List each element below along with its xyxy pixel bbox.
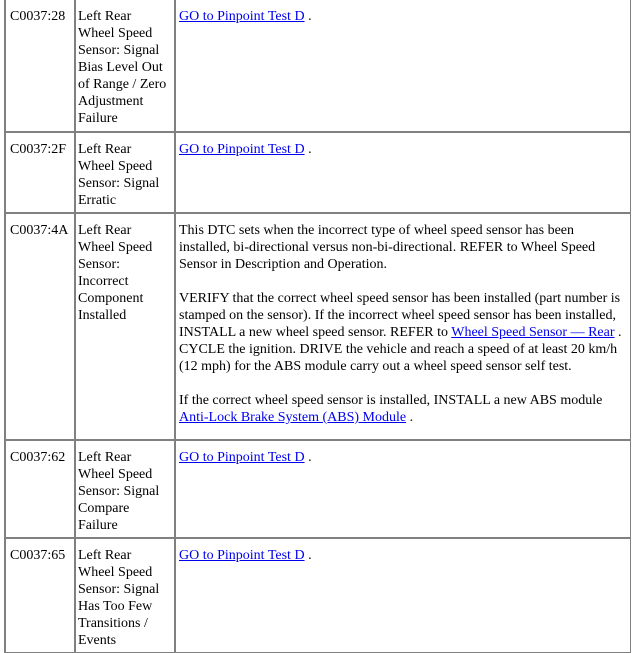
link-suffix: . [308, 142, 312, 157]
verify-text-continued: . CYCLE the ignition. DRIVE the vehicle and reach a speed of at least 20 km/h (12 mph) for the ABS module carry out a wheel speed sensor self test. [179, 325, 622, 374]
dtc-explanation: This DTC sets when the incorrect type of wheel speed sensor has been installed, bi-directional versus non-bi-directional. REFER to Wheel Speed Sensor in Description and Operation. [179, 223, 596, 272]
action-cell [175, 132, 631, 213]
pinpoint-test-link[interactable]: GO to Pinpoint Test D [179, 450, 305, 465]
dtc-code: C0037:2F [5, 132, 75, 213]
abs-text-suffix: . [406, 410, 414, 425]
verify-text: VERIFY that the correct wheel speed sensor has been installed (part number is stamped on the sensor). If the incorrect wheel speed sensor has been installed, INSTALL a new wheel speed sensor. REFER to [179, 291, 621, 340]
wheel-speed-sensor-rear-link[interactable]: Wheel Speed Sensor — Rear [451, 325, 615, 340]
pinpoint-test-link[interactable]: GO to Pinpoint Test D [179, 548, 305, 563]
action-cell [175, 538, 631, 653]
dtc-code: C0037:62 [5, 440, 75, 538]
abs-text: If the correct wheel speed sensor is installed, INSTALL a new ABS module [179, 393, 603, 408]
dtc-code: C0037:65 [5, 538, 75, 653]
dtc-table [4, 0, 631, 653]
table-row [5, 0, 631, 132]
link-suffix: . [308, 9, 312, 24]
dtc-description: Left Rear Wheel Speed Sensor: Incorrect Component Installed [75, 213, 175, 440]
dtc-description: Left Rear Wheel Speed Sensor: Signal Compare Failure [75, 440, 175, 538]
dtc-code: C0037:4A [5, 213, 75, 440]
dtc-description: Left Rear Wheel Speed Sensor: Signal Has Too Few Transitions / Events [75, 538, 175, 653]
verify-instructions [179, 290, 627, 375]
dtc-code: C0037:28 [5, 0, 75, 132]
table-row [5, 440, 631, 538]
pinpoint-test-link[interactable]: GO to Pinpoint Test D [179, 142, 305, 157]
dtc-description: Left Rear Wheel Speed Sensor: Signal Bias Level Out of Range / Zero Adjustment Failure [75, 0, 175, 132]
dtc-description: Left Rear Wheel Speed Sensor: Signal Erratic [75, 132, 175, 213]
link-suffix: . [308, 548, 312, 563]
table-row [5, 213, 631, 440]
pinpoint-test-link[interactable]: GO to Pinpoint Test D [179, 9, 305, 24]
table-row [5, 132, 631, 213]
action-cell [175, 440, 631, 538]
link-suffix: . [308, 450, 312, 465]
action-cell [175, 213, 631, 440]
action-cell [175, 0, 631, 132]
abs-install-instructions [179, 392, 627, 426]
table-row [5, 538, 631, 653]
abs-module-link[interactable]: Anti-Lock Brake System (ABS) Module [179, 410, 407, 425]
